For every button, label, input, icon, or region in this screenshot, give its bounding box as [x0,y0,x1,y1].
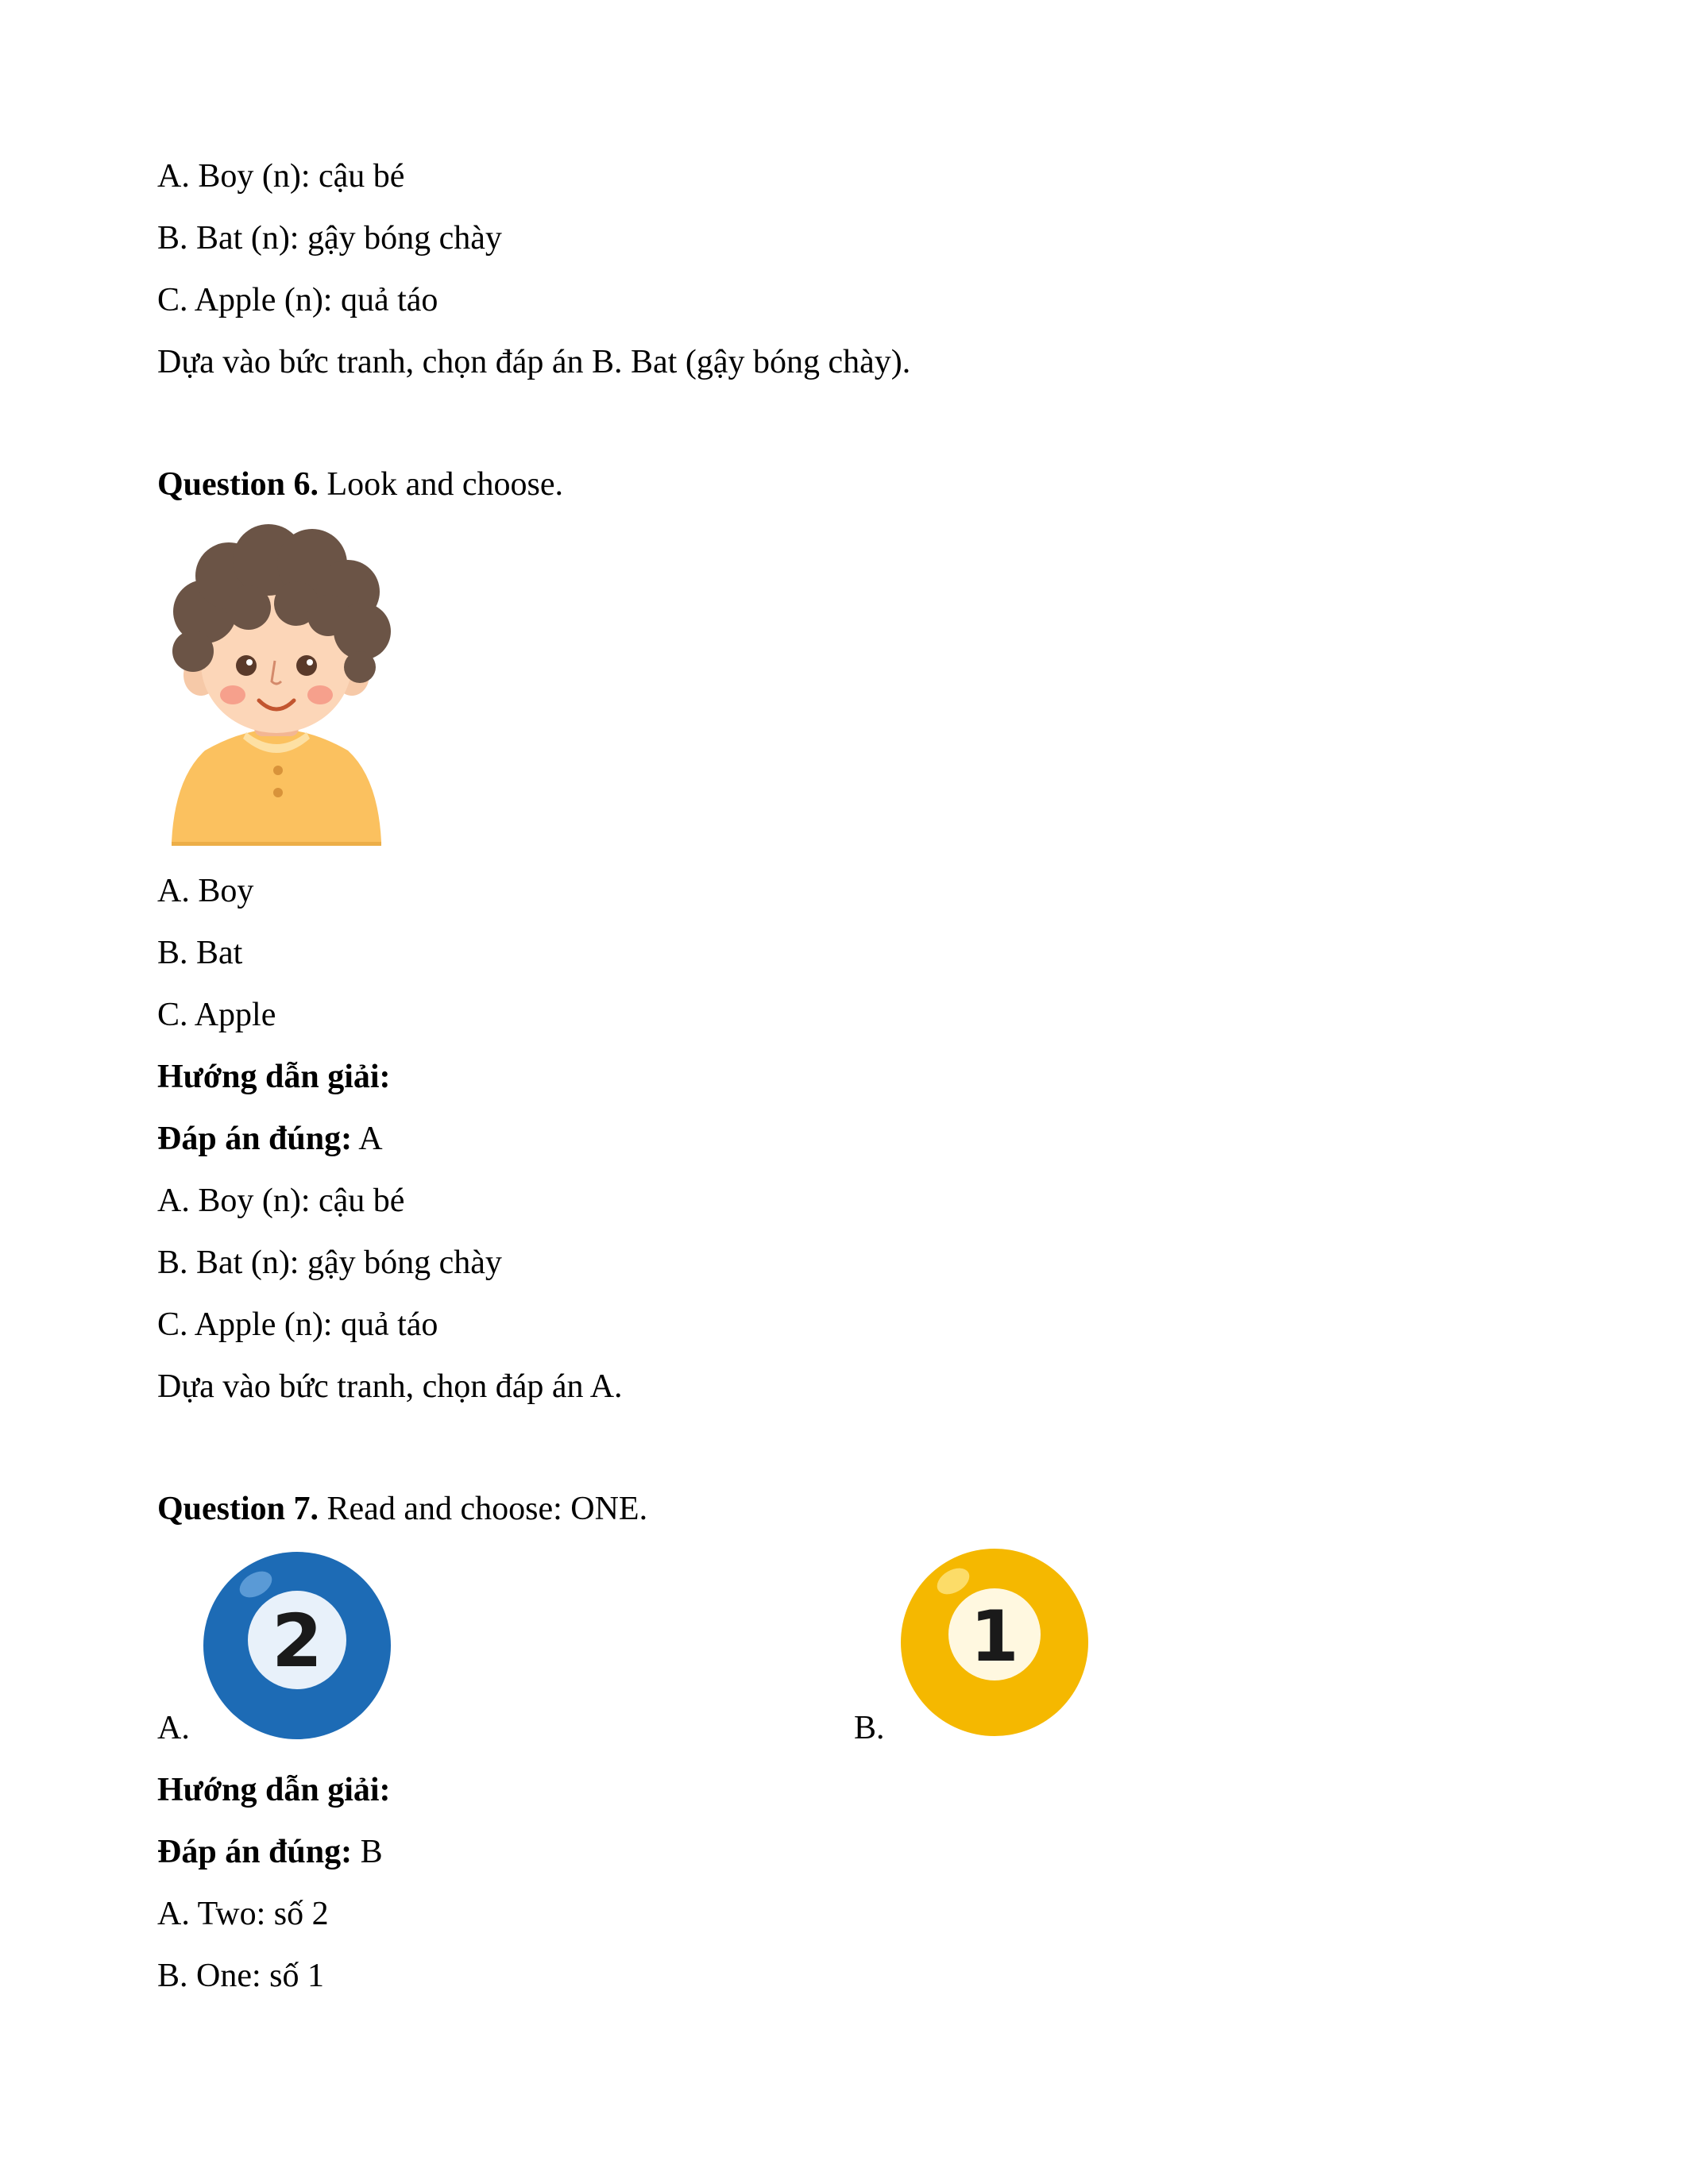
billiard-ball-two-icon [200,1549,395,1743]
prev-conclusion: Dựa vào bức tranh, chọn đáp án B. Bat (gậy bóng chày). [157,344,911,380]
question-6-conclusion: Dựa vào bức tranh, chọn đáp án A. [157,1368,623,1405]
question-6-answer-label: Đáp án đúng: [157,1121,353,1157]
question-6-answer [157,1118,383,1160]
question-6-heading [157,464,563,505]
question-7-option-b-letter: B. [854,1710,885,1746]
question-7-answer-label: Đáp án đúng: [157,1834,353,1870]
boy-illustration-icon [157,524,396,850]
question-6-label: Question 6. [157,466,319,503]
question-6-choice-c: C. Apple [157,997,276,1033]
question-6-explanation-a: A. Boy (n): cậu bé [157,1183,405,1219]
question-7-explanation-b: B. One: số 1 [157,1958,324,1994]
question-7-label: Question 7. [157,1491,319,1527]
question-7-option-a-letter: A. [157,1710,190,1746]
question-7-answer [157,1831,383,1873]
question-6-guide-heading: Hướng dẫn giải: [157,1059,391,1095]
question-6-explanation-c: C. Apple (n): quả táo [157,1306,438,1343]
billiard-ball-one-icon [898,1545,1092,1740]
question-6-answer-value: A [352,1121,383,1157]
prev-explanation-c: C. Apple (n): quả táo [157,282,438,318]
question-6-prompt: Look and choose. [319,466,563,503]
question-7-heading [157,1488,647,1530]
ball-a-number: 2 [271,1599,323,1684]
question-7-guide-heading: Hướng dẫn giải: [157,1772,391,1808]
question-7-answer-value: B [352,1834,383,1870]
question-6-choice-b: B. Bat [157,935,243,971]
prev-explanation-a: A. Boy (n): cậu bé [157,158,405,195]
question-7-explanation-a: A. Two: số 2 [157,1896,329,1932]
question-6-explanation-b: B. Bat (n): gậy bóng chày [157,1244,502,1281]
question-7-prompt: Read and choose: ONE. [319,1491,648,1527]
question-6-choice-a: A. Boy [157,873,254,909]
ball-b-number: 1 [970,1596,1019,1677]
prev-explanation-b: B. Bat (n): gậy bóng chày [157,220,502,257]
